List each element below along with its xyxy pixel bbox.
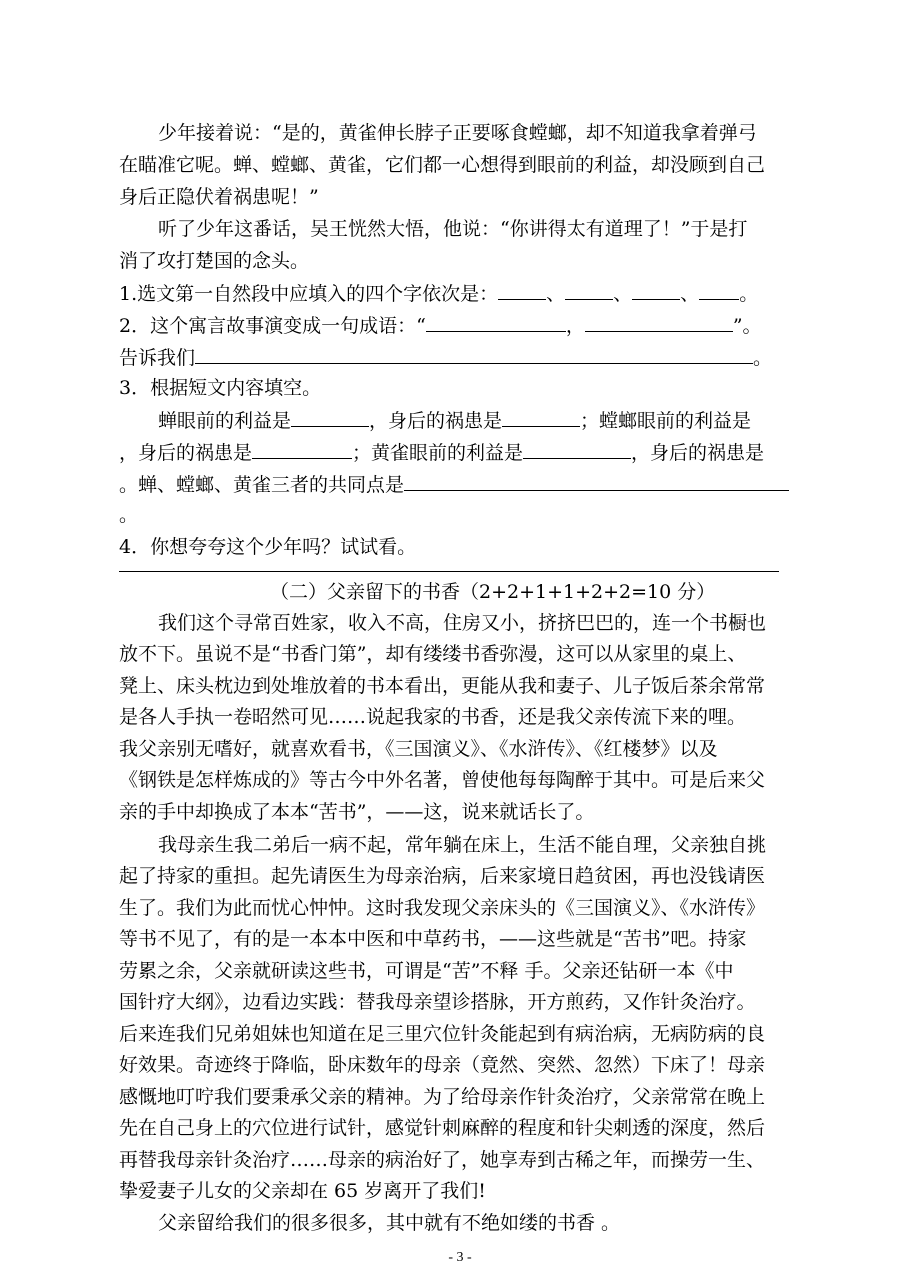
s2-p2-line1: 我母亲生我二弟后一病不起，常年躺在床上，生活不能自理，父亲独自挑 [158, 834, 767, 856]
q1-sep: 、 [680, 283, 700, 305]
story-p1-line1: 少年接着说：“是的，黄雀伸长脖子正要啄食螳螂，却不知道我拿着弹弓 [158, 122, 757, 144]
story-p2-line2: 消了攻打楚国的念头。 [119, 250, 310, 272]
question-4-title: 4．你想夸夸这个少年吗？试试看。 [119, 536, 417, 558]
s2-p1-line7: 亲的手中却换成了本本“苦书”，——这，说来就话长了。 [119, 801, 595, 823]
q4-answer-line[interactable] [119, 571, 779, 572]
q2-comma: ， [565, 315, 585, 337]
q2-close: ”。 [732, 315, 762, 337]
s2-p3-line1: 父亲留给我们的很多很多，其中就有不绝如缕的书香 。 [158, 1212, 621, 1234]
question-3-title: 3．根据短文内容填空。 [119, 377, 322, 399]
q3-text: 蝉眼前的利益是 [158, 410, 292, 432]
s2-p2-line6: 国针疗大纲》，边看边实践：替我母亲望诊搭脉，开方煎药，又作针灸治疗。 [119, 991, 756, 1013]
q3-text: ；黄雀眼前的利益是 [352, 442, 524, 464]
s2-p2-line3: 生了。我们为此而忧心忡忡。这时我发现父亲床头的《三国演义》、《水浒传》 [119, 897, 766, 919]
s2-p2-line2: 起了持家的重担。起先请医生为母亲治病，后来家境日趋贫困，再也没钱请医 [119, 865, 766, 887]
s2-p1-line1: 我们这个寻常百姓家，收入不高，住房又小，挤挤巴巴的，连一个书橱也 [158, 612, 767, 634]
q3-text: ；螳螂眼前的利益是 [580, 410, 752, 432]
question-2 [119, 313, 762, 339]
q3-blank-5[interactable] [404, 472, 789, 491]
s2-p1-line5: 我父亲别无嗜好，就喜欢看书，《三国演义》、《水浒传》、《红楼梦》以及 [119, 738, 718, 760]
q2-blank-1[interactable] [426, 313, 566, 332]
q3-text: ，身后的祸患是 [631, 442, 765, 464]
q1-text: 1.选文第一自然段中应填入的四个字依次是： [119, 283, 499, 305]
s2-p1-line4: 是各人手执一卷昭然可见……说起我家的书香，还是我父亲传流下来的哩。 [119, 706, 747, 728]
q1-blank-4[interactable] [699, 281, 739, 300]
question-3-line1 [158, 408, 751, 434]
q3-text: ，身后的祸患是 [369, 410, 503, 432]
question-3-line4: 。 [119, 504, 139, 526]
q2-blank-2[interactable] [585, 313, 733, 332]
q1-blank-1[interactable] [498, 281, 546, 300]
story-p1-line3: 身后正隐伏着祸患呢！” [119, 186, 319, 208]
q1-blank-3[interactable] [632, 281, 680, 300]
s2-p1-line2: 放不下。虽说不是“书香门第”，却有缕缕书香弥漫，这可以从家里的桌上、 [119, 643, 747, 665]
s2-p2-line11: 再替我母亲针灸治疗……母亲的病治好了，她享寿到古稀之年，而操劳一生、 [119, 1149, 766, 1171]
q3-text: 。蝉、螳螂、黄雀三者的共同点是 [119, 474, 405, 496]
q1-sep: 、 [546, 283, 566, 305]
s2-p2-line5: 劳累之余，父亲就研读这些书，可谓是“苦”不释 手。父亲还钻研一本《中 [119, 960, 734, 982]
story-p2-line1: 听了少年这番话，吴王恍然大悟，他说：“你讲得太有道理了！”于是打 [158, 218, 748, 240]
q1-blank-2[interactable] [565, 281, 613, 300]
section-2-title: （二）父亲留下的书香（2+2+1+1+2+2=10 分） [270, 581, 716, 603]
q3-blank-3[interactable] [252, 440, 352, 459]
q3-blank-4[interactable] [523, 440, 631, 459]
s2-p2-line9: 感慨地叮咛我们要秉承父亲的精神。为了给母亲作针灸治疗，父亲常常在晚上 [119, 1086, 766, 1108]
question-3-line3 [119, 472, 789, 498]
s2-p1-line3: 凳上、床头枕边到处堆放着的书本看出，更能从我和妻子、儿子饭后茶余常常 [119, 675, 766, 697]
story-p1-line2: 在瞄准它呢。蝉、螳螂、黄雀，它们都一心想得到眼前的利益，却没顾到自己 [119, 154, 766, 176]
q2-text: 2．这个寓言故事演变成一句成语：“ [119, 315, 426, 337]
q1-end: 。 [739, 283, 759, 305]
s2-p2-line7: 后来连我们兄弟姐妹也知道在足三里穴位针灸能起到有病治病，无病防病的良 [119, 1023, 766, 1045]
q1-sep: 、 [613, 283, 633, 305]
q3-blank-2[interactable] [502, 408, 580, 427]
s2-p1-line6: 《钢铁是怎样炼成的》等古今中外名著，曾使他每每陶醉于其中。可是后来父 [119, 769, 766, 791]
question-1 [119, 281, 758, 307]
s2-p2-line12: 挚爱妻子儿女的父亲却在 65 岁离开了我们! [119, 1180, 486, 1202]
q2-blank-3[interactable] [195, 345, 753, 364]
q3-blank-1[interactable] [291, 408, 369, 427]
s2-p2-line4: 等书不见了，有的是一本本中医和中草药书，——这些就是“苦书”吧。持家 [119, 928, 747, 950]
q2-end: 。 [753, 347, 773, 369]
q2-tell-us: 告诉我们 [119, 347, 196, 369]
question-2-line2 [119, 345, 772, 371]
page-number: - 3 - [448, 1250, 472, 1265]
question-3-line2 [119, 440, 764, 466]
q3-text: ，身后的祸患是 [119, 442, 253, 464]
s2-p2-line10: 先在自己身上的穴位进行试针，感觉针刺麻醉的程度和针尖刺透的深度，然后 [119, 1117, 766, 1139]
s2-p2-line8: 好效果。奇迹终于降临，卧床数年的母亲（竟然、突然、忽然）下床了！母亲 [119, 1054, 766, 1076]
